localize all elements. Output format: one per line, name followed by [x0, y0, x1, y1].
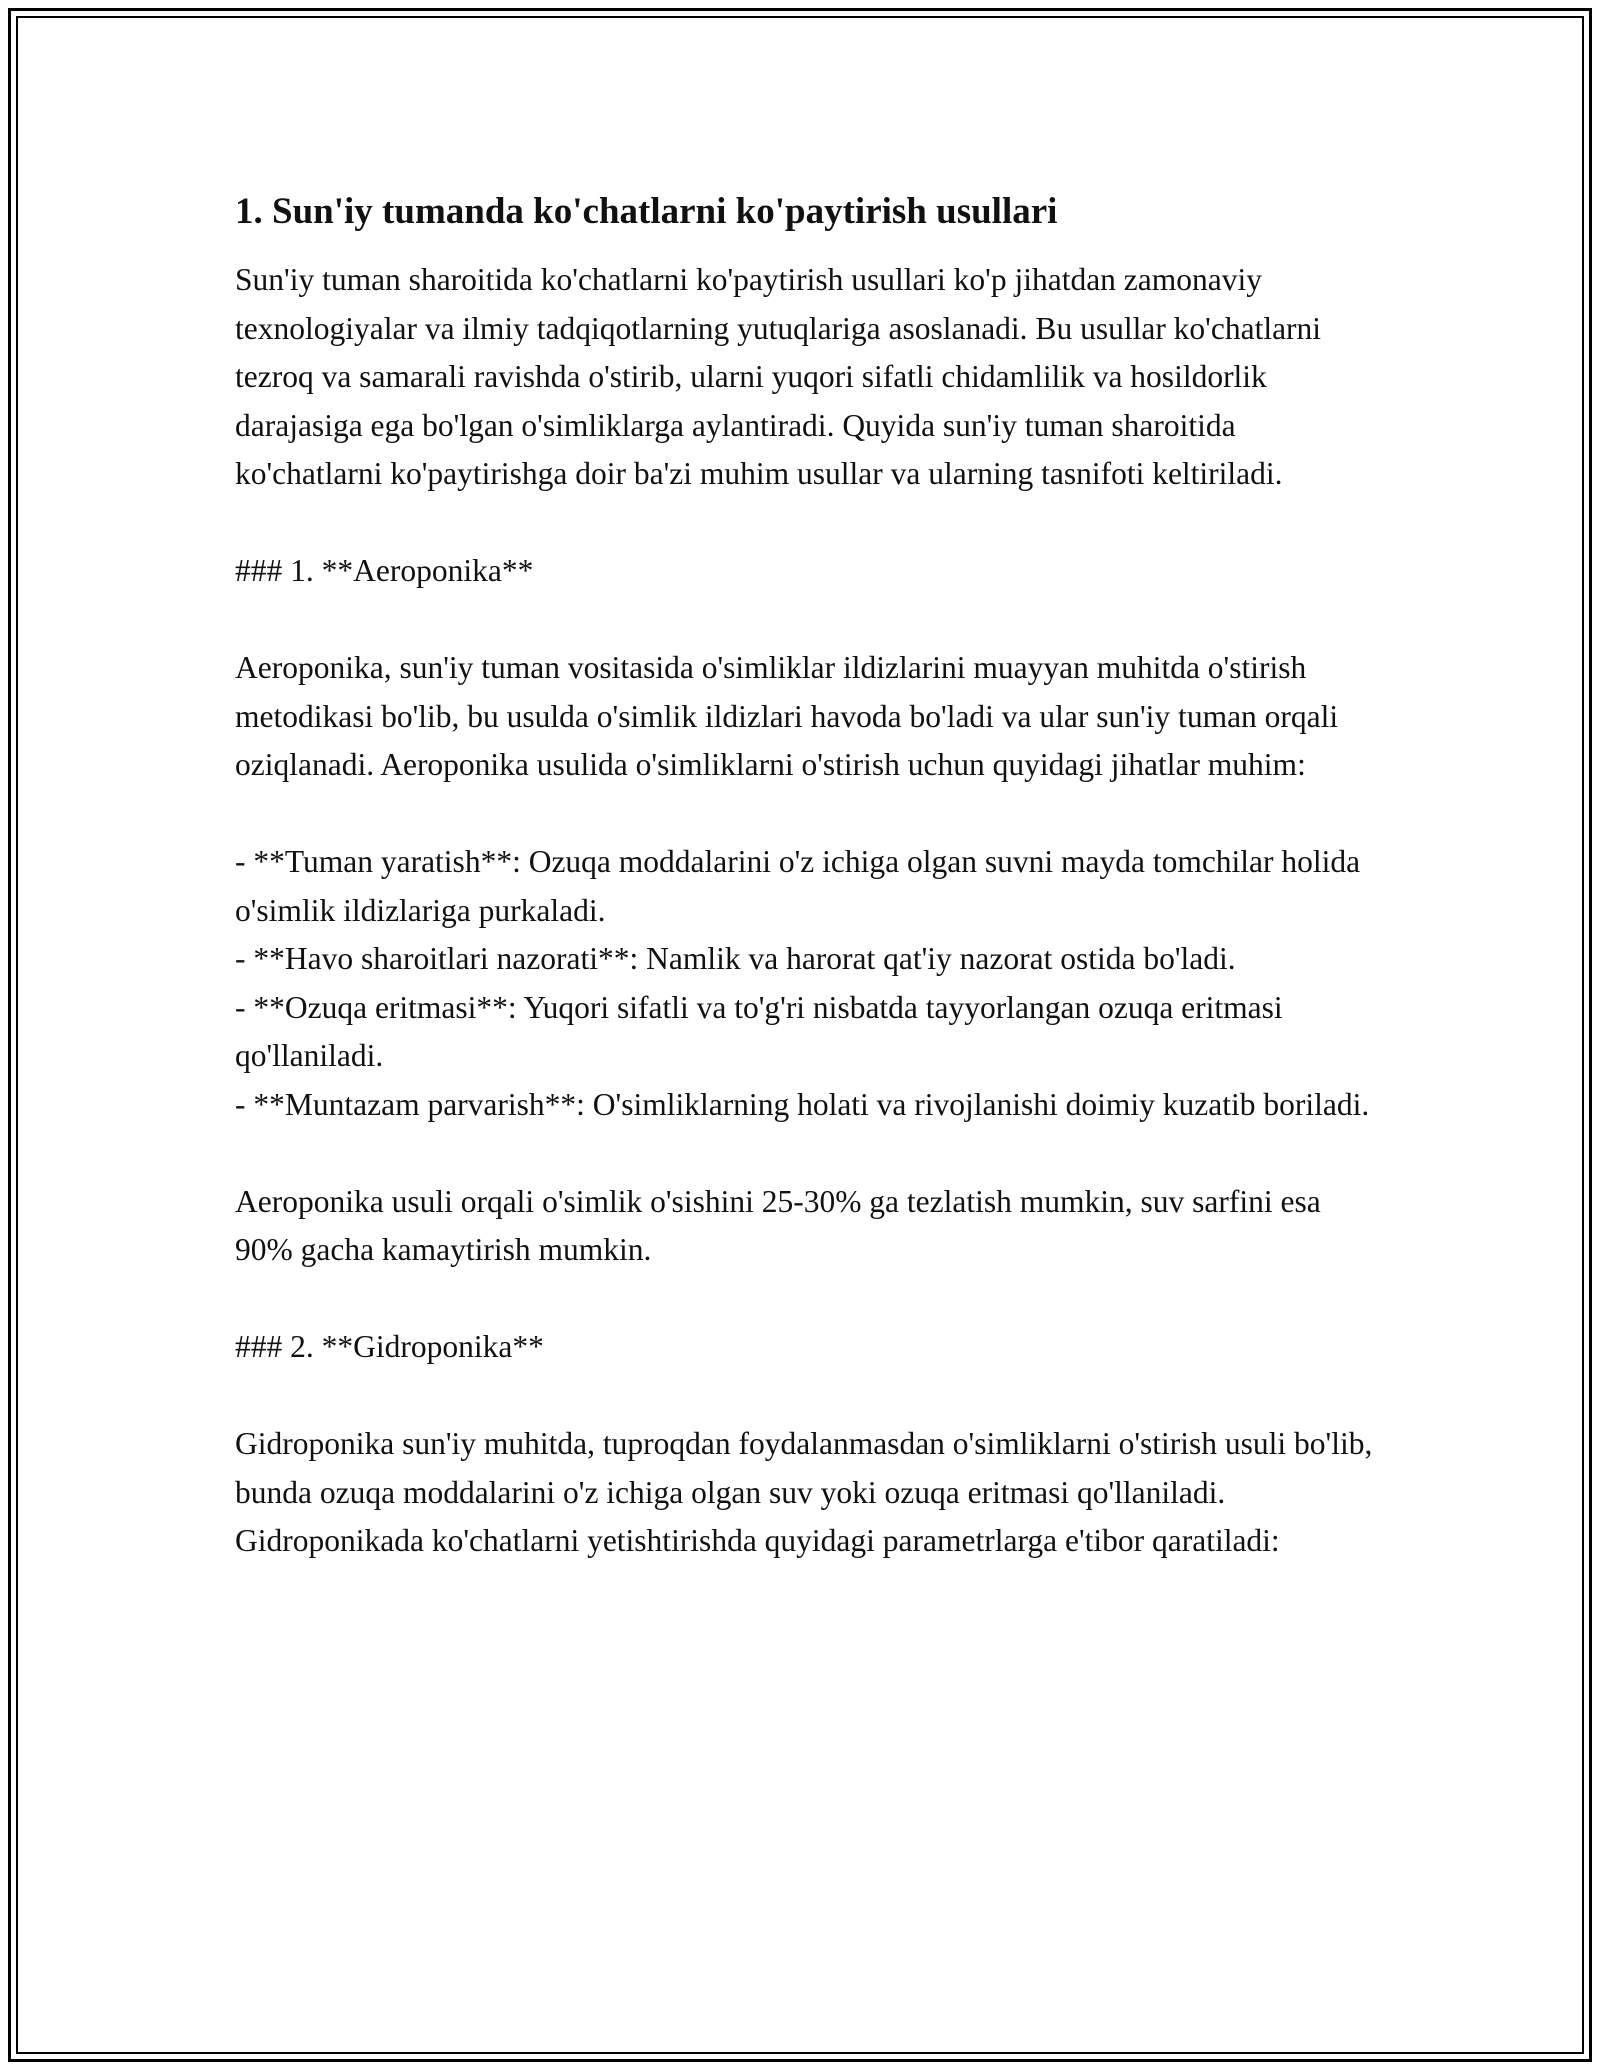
section-1-heading: ### 1. **Aeroponika**: [235, 553, 534, 588]
section-1-summary: Aeroponika usuli orqali o'simlik o'sishini 25-30% ga tezlatish mumkin, suv sarfini esa 90% gacha kamaytirish mumkin.: [235, 1183, 1329, 1267]
section-2-heading: ### 2. **Gidroponika**: [235, 1329, 544, 1364]
list-item: - **Tuman yaratish**: Ozuqa moddalarini o'z ichiga olgan suvni mayda tomchilar holida o'simlik ildizlariga purkaladi.: [235, 844, 1369, 928]
document-title: 1. Sun'iy tumanda ko'chatlarni ko'paytirish usullari: [235, 191, 1058, 232]
intro-paragraph: Sun'iy tuman sharoitida ko'chatlarni ko'paytirish usullari ko'p jihatdan zamonaviy texnologiyalar va ilmiy tadqiqotlarning yutuqlariga asoslanadi. Bu usullar ko'chatlarni tezroq va samarali ravishda o'stirib, ularni yuqori sifatli chidamlilik va hosildorlik darajasiga ega bo'lgan o'simliklarga aylantiradi. Quyida sun'iy tuman sharoitida ko'chatlarni ko'paytirishga doir ba'zi muhim usullar va ularning tasnifoti keltiriladi.: [235, 262, 1329, 491]
list-item: - **Muntazam parvarish**: O'simliklarning holati va rivojlanishi doimiy kuzatib boriladi.: [235, 1086, 1370, 1122]
list-item: - **Havo sharoitlari nazorati**: Namlik va harorat qat'iy nazorat ostida bo'ladi.: [235, 941, 1236, 976]
document-body: [235, 188, 1385, 1566]
section-1-intro: Aeroponika, sun'iy tuman vositasida o'simliklar ildizlarini muayyan muhitda o'stirish metodikasi bo'lib, bu usulda o'simlik ildizlari havoda bo'ladi va ular sun'iy tuman orqali oziqlanadi. Aeroponika usulida o'simliklarni o'stirish uchun quyidagi jihatlar muhim:: [235, 650, 1347, 782]
list-item: - **Ozuqa eritmasi**: Yuqori sifatli va to'g'ri nisbatda tayyorlangan ozuqa eritmasi qo'llaniladi.: [235, 989, 1291, 1073]
section-2-intro: Gidroponika sun'iy muhitda, tuproqdan foydalanmasdan o'simliklarni o'stirish usuli bo'lib, bunda ozuqa moddalarini o'z ichiga olgan suv yoki ozuqa eritmasi qo'llaniladi. Gidroponikada ko'chatlarni yetishtirishda quyidagi parametrlarga e'tibor qaratiladi:: [235, 1426, 1381, 1558]
